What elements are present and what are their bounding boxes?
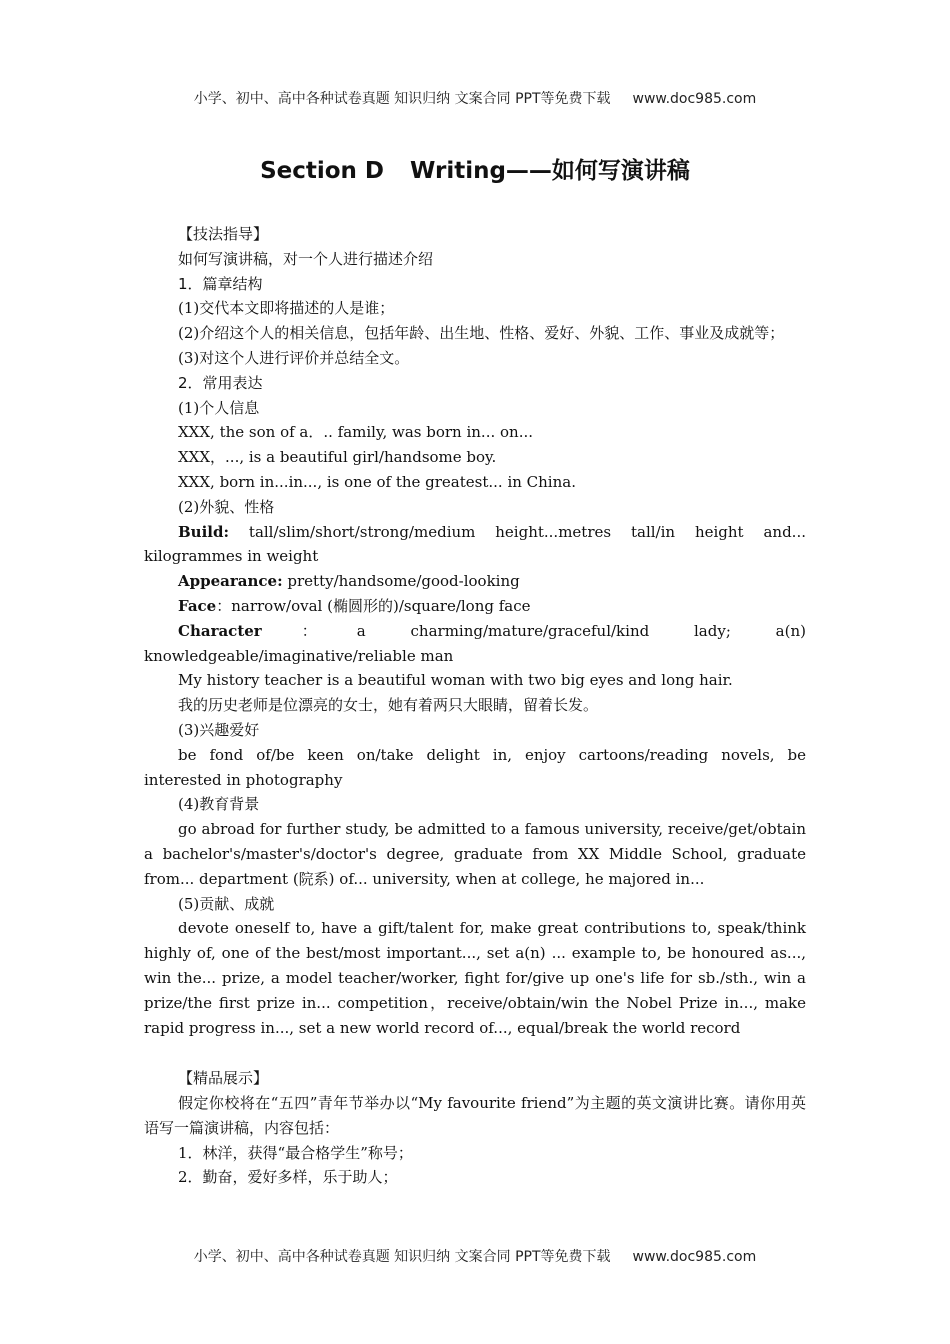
example-english: My history teacher is a beautiful woman with two big eyes and long hair. [178, 671, 733, 690]
build-value: tall/slim/short/strong/medium height...metres tall/in height and... kilogrammes in weight [144, 522, 806, 566]
education-text: go abroad for further study, be admitted to a famous university, receive/get/obtain a bachelor's/master's/doctor's degree, graduate from XX Middle School, graduate from... department (院系) of... university, when at college, he majored in... [144, 820, 806, 888]
personal-info-line: XXX, the son of a．.. family, was born in... on... [178, 423, 533, 442]
appearance-key: Appearance: [178, 572, 283, 591]
guide-intro: 如何写演讲稿，对一个人进行描述介绍 [178, 249, 434, 268]
showcase-heading: 【精品展示】 [178, 1069, 269, 1088]
face-line [144, 594, 806, 619]
education-label: (4)教育背景 [178, 795, 260, 814]
character-key: Character [178, 621, 262, 640]
example-chinese: 我的历史老师是位漂亮的女士，她有着两只大眼睛，留着长发。 [178, 696, 599, 715]
build-key: Build: [178, 522, 230, 541]
page-title [0, 152, 950, 185]
hobbies-label: (3)兴趣爱好 [178, 720, 260, 739]
build-line [144, 520, 806, 570]
structure-item: (2)介绍这个人的相关信息，包括年龄、出生地、性格、爱好、外貌、工作、事业及成就等； [178, 324, 785, 343]
appearance-label: (2)外貌、性格 [178, 497, 275, 516]
hobbies-text: be fond of/be keen on/take delight in, enjoy cartoons/reading novels, be interested in photography [144, 745, 806, 789]
guide-heading: 【技法指导】 [178, 225, 269, 243]
document-body [144, 222, 806, 1190]
achievements-text: devote oneself to, have a gift/talent for, make great contributions to, speak/think highly of, one of the best/most important..., set a(n) ... example to, be honoured as..., win the... prize, a model teacher/worker, fight for/give up one's life for sb./sth., win a prize/the first prize in... competition，receive/obtain/win the Nobel Prize in..., make rapid progress in..., set a new world record of..., equal/break the world record [144, 919, 806, 1037]
footer-banner [0, 1246, 950, 1266]
showcase-point: 2．勤奋，爱好多样，乐于助人； [178, 1168, 398, 1187]
showcase-point: 1．林洋，获得“最合格学生”称号； [178, 1143, 413, 1162]
personal-info-label: (1)个人信息 [178, 398, 260, 417]
structure-item: (3)对这个人进行评价并总结全文。 [178, 348, 410, 367]
banner-site-link[interactable]: www.doc985.com [632, 91, 757, 107]
face-value: ：narrow/oval (椭圆形的)/square/long face [216, 596, 531, 615]
title-section: Section D [260, 158, 385, 184]
banner-site-link[interactable]: www.doc985.com [632, 1249, 757, 1265]
title-topic: Writing——如何写演讲稿 [410, 158, 690, 184]
appearance-line [144, 569, 806, 594]
expressions-heading: 2．常用表达 [178, 373, 263, 392]
achievements-label: (5)贡献、成就 [178, 894, 275, 913]
character-value: ：a charming/mature/graceful/kind lady; a(n) knowledgeable/imaginative/reliable man [144, 621, 806, 665]
structure-item: (1)交代本文即将描述的人是谁； [178, 299, 395, 318]
structure-heading: 1．篇章结构 [178, 274, 263, 293]
personal-info-line: XXX, born in...in..., is one of the greatest... in China. [178, 472, 576, 491]
appearance-value: pretty/handsome/good-looking [282, 572, 520, 591]
face-key: Face [178, 596, 217, 615]
showcase-prompt: 假定你校将在“五四”青年节举办以“My favourite friend”为主题的英文演讲比赛。请你用英语写一篇演讲稿，内容包括： [144, 1094, 806, 1137]
section-gap [144, 1040, 806, 1066]
personal-info-line: XXX，..., is a beautiful girl/handsome boy. [178, 448, 497, 467]
banner-text: 小学、初中、高中各种试卷真题 知识归纳 文案合同 PPT等免费下载 [193, 1249, 611, 1265]
header-banner [0, 88, 950, 108]
banner-text: 小学、初中、高中各种试卷真题 知识归纳 文案合同 PPT等免费下载 [193, 91, 611, 107]
character-line [144, 619, 806, 669]
